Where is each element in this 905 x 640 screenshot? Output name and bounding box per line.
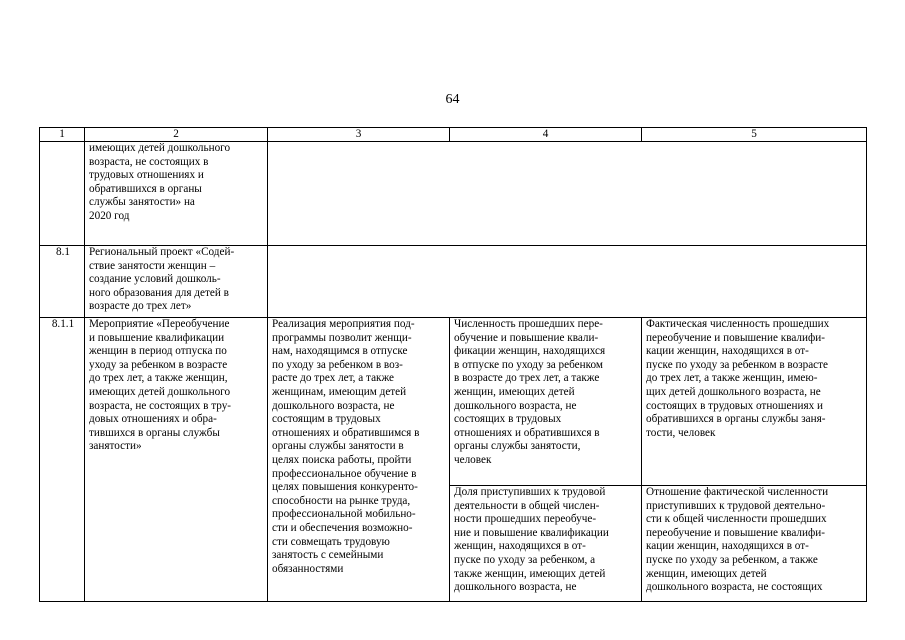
row-number-cell (40, 142, 85, 246)
table-row (40, 318, 867, 486)
row-number-cell (40, 318, 85, 602)
indicator-method-cell (642, 318, 867, 486)
document-table (39, 127, 867, 602)
indicator-method-cell (642, 486, 867, 602)
indicator-text: Численность прошедших пере- обучение и повышение квали- фикации женщин, находящихся в отпуске по уходу за ребенком в возрасте до трех лет, а также женщин, имеющих детей дошкольного возраста, не состоящих в трудовых отношениях и обратившихся в органы службы занятости, человек (454, 318, 606, 466)
header-cell-3: 3 (268, 128, 450, 142)
row-description-cell (85, 142, 268, 246)
header-cell-1: 1 (40, 128, 85, 142)
table-row (40, 142, 867, 246)
table-header-row (40, 128, 867, 142)
measure-description-text: Реализация мероприятия под- программы позволит женщи- нам, находящимся в отпуске по уходу за ребенком в воз- расте до трех лет, а также женщинам, имеющим детей дошкольного возраста, не состоящим в трудовых отношениях и обратившимся в органы службы занятости в целях поиска работы, пройти профессиональное обучение в целях повышения конкуренто- способности на рынке труда, профессиональной мобильно- сти и обеспечения возможно- сти совмещать трудовую занятость с семейными обязанностями (272, 318, 420, 575)
header-cell-2: 2 (85, 128, 268, 142)
indicator-method-text: Отношение фактической численности приступивших к трудовой деятельно- сти к общей численности прошедших переобучение и повышение квалифи- кации женщин, находящихся в от- пуске по уходу за ребенком, а также женщин, имеющих детей дошкольного возраста, не состоящих (646, 486, 829, 594)
measure-name-text: Мероприятие «Переобучение и повышение квалификации женщин в период отпуска по уходу за ребенком в возрасте до трех лет, а также женщин, имеющих детей дошкольного возраста, не состоящих в тру- довых отношениях и обра- тившихся в органы службы занятости» (89, 318, 232, 453)
regional-project-text: Региональный проект «Содей- ствие занятости женщин – создание условий дошколь- ного образования для детей в возрасте до трех лет» (89, 246, 235, 313)
row-merged-empty-cell (268, 142, 867, 246)
row-merged-empty-cell (268, 246, 867, 318)
row-number-text: 8.1 (56, 246, 70, 258)
page-number: 64 (445, 92, 460, 107)
row-number-cell (40, 246, 85, 318)
measure-description-cell (268, 318, 450, 602)
table-row (40, 246, 867, 318)
measure-name-cell (85, 318, 268, 602)
header-cell-4: 4 (450, 128, 642, 142)
row-description-text: имеющих детей дошкольного возраста, не состоящих в трудовых отношениях и обратившихся в органы службы занятости» на 2020 год (89, 142, 231, 222)
indicator-cell (450, 318, 642, 486)
indicator-text: Доля приступивших к трудовой деятельности в общей числен- ности прошедших переобуче- ние и повышение квалификации женщин, находящихся в от- пуске по уходу за ребенком, а также женщин, имеющих детей дошкольного возраста, не (454, 486, 609, 594)
header-cell-5: 5 (642, 128, 867, 142)
indicator-cell (450, 486, 642, 602)
indicator-method-text: Фактическая численность прошедших переобучение и повышение квалифи- кации женщин, находящихся в от- пуске по уходу за ребенком в возрасте до трех лет, а также женщин, имею- щих детей дошкольного возраста, не состоящих в трудовых отношениях и обратившихся в органы службы заня- тости, человек (646, 318, 830, 439)
row-description-cell (85, 246, 268, 318)
row-number-text: 8.1.1 (51, 318, 75, 330)
